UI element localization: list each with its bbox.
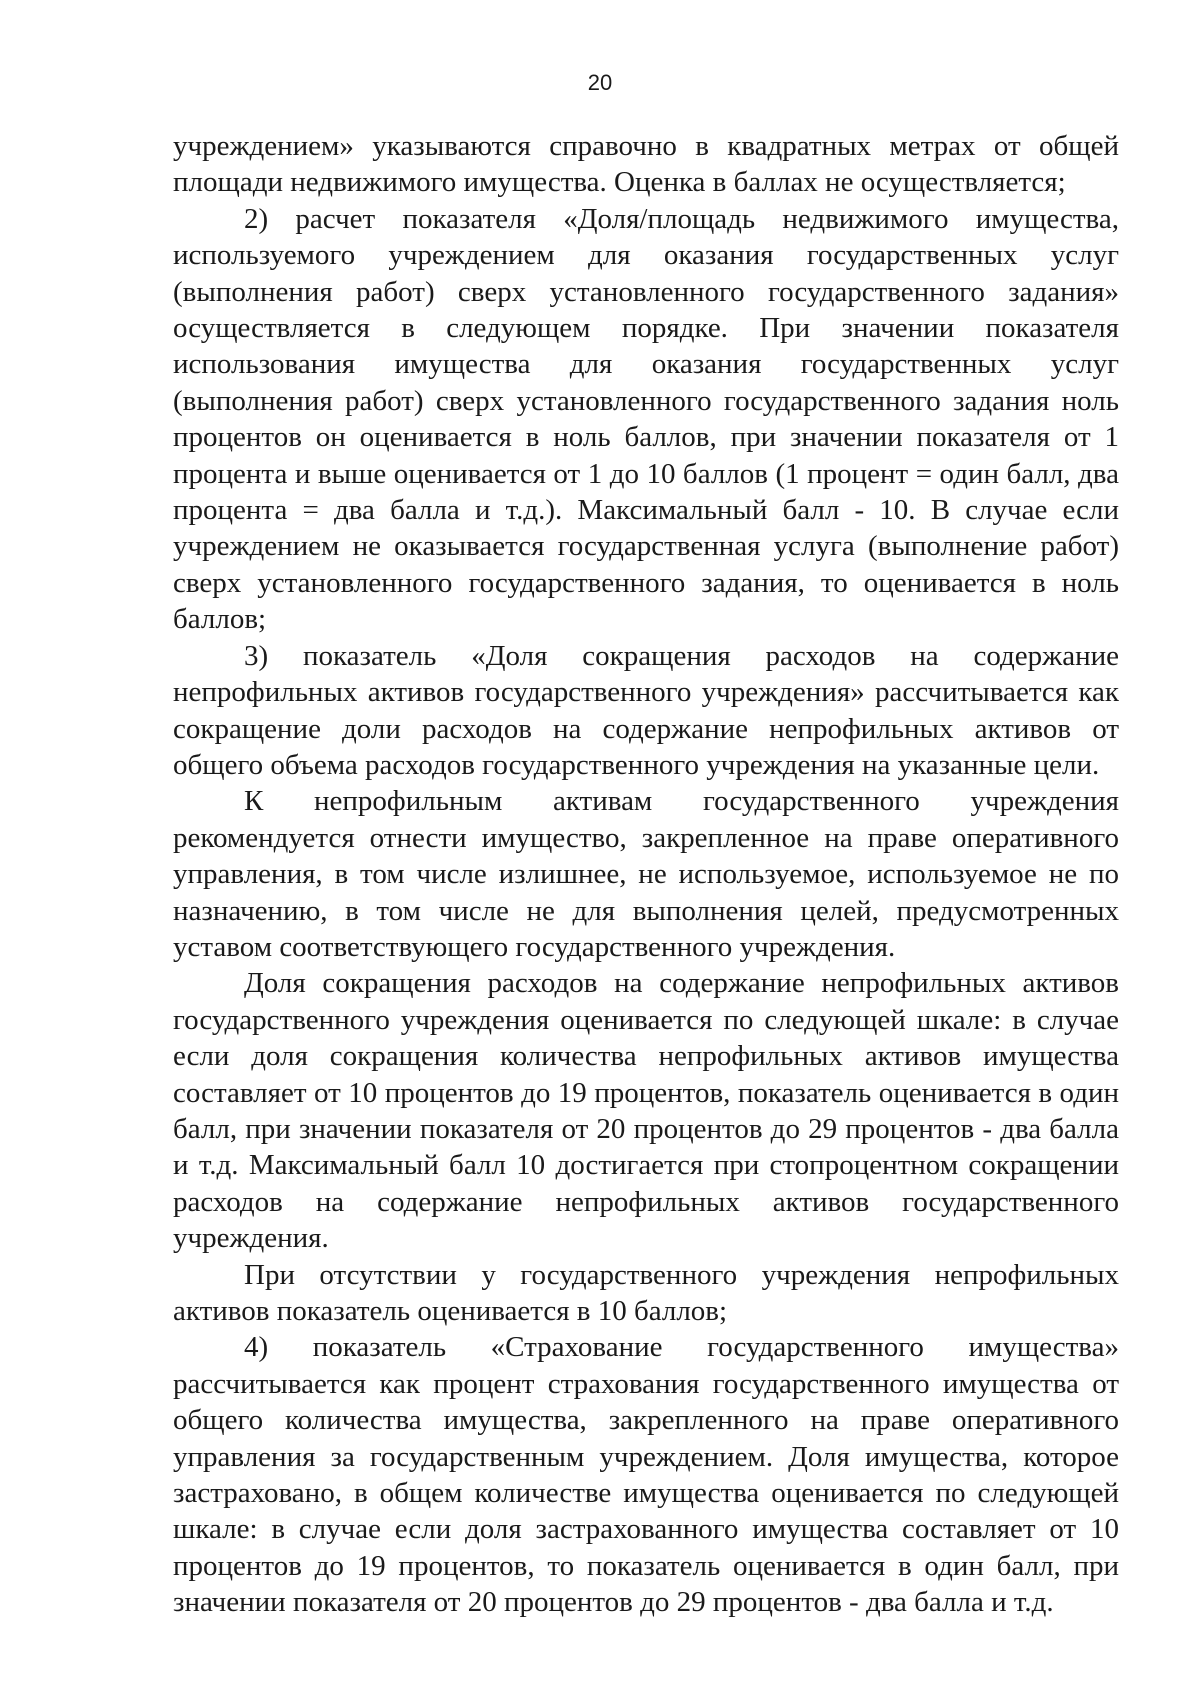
document-body — [173, 128, 1119, 1621]
page-number: 20 — [587, 70, 613, 95]
paragraph-non-core-assets: К непрофильным активам государственного учреждения рекомендуется отнести имущество, закрепленное на праве оперативного управления, в том числе излишнее, не используемое, используемое не по назначению, в том числе не для выполнения целей, предусмотренных уставом соответствующего государственного учреждения. — [173, 785, 1119, 963]
paragraph-item-2: 2) расчет показателя «Доля/площадь недвижимого имущества, используемого учреждением для оказания государственных услуг (выполнения работ) сверх установленного государственного задания» осуществляется в следующем порядке. При значении показателя использования имущества для оказания государственных услуг (выполнения работ) сверх установленного государственного задания ноль процентов он оценивается в ноль баллов, при значении показателя от 1 процента и выше оценивается от 1 до 10 баллов (1 процент = один балл, два процента = два балла и т.д.). Максимальный балл - 10. В случае если учреждением не оказывается государственная услуга (выполнение работ) сверх установленного государственного задания, то оценивается в ноль баллов; — [173, 202, 1119, 636]
paragraph-item-4: 4) показатель «Страхование государственного имущества» рассчитывается как процент страхования государственного имущества от общего количества имущества, закрепленного на праве оперативного управления за государственным учреждением. Доля имущества, которое застраховано, в общем количестве имущества оценивается по следующей шкале: в случае если доля застрахованного имущества составляет от 10 процентов до 19 процентов, то показатель оценивается в один балл, при значении показателя от 20 процентов до 29 процентов - два балла и т.д. — [173, 1331, 1119, 1619]
paragraph-item-3: 3) показатель «Доля сокращения расходов на содержание непрофильных активов государственного учреждения» рассчитывается как сокращение доли расходов на содержание непрофильных активов от общего объема расходов государственного учреждения на указанные цели. — [173, 639, 1119, 781]
paragraph-continuation: учреждением» указываются справочно в квадратных метрах от общей площади недвижимого имущества. Оценка в баллах не осуществляется; — [173, 130, 1119, 199]
paragraph-no-assets: При отсутствии у государственного учреждения непрофильных активов показатель оценивается в 10 баллов; — [173, 1258, 1119, 1327]
paragraph-reduction-scale: Доля сокращения расходов на содержание непрофильных активов государственного учреждения оценивается по следующей шкале: в случае если доля сокращения количества непрофильных активов имущества составляет от 10 процентов до 19 процентов, показатель оценивается в один балл, при значении показателя от 20 процентов до 29 процентов - два балла и т.д. Максимальный балл 10 достигается при стопроцентном сокращении расходов на содержание непрофильных активов государственного учреждения. — [173, 967, 1119, 1255]
